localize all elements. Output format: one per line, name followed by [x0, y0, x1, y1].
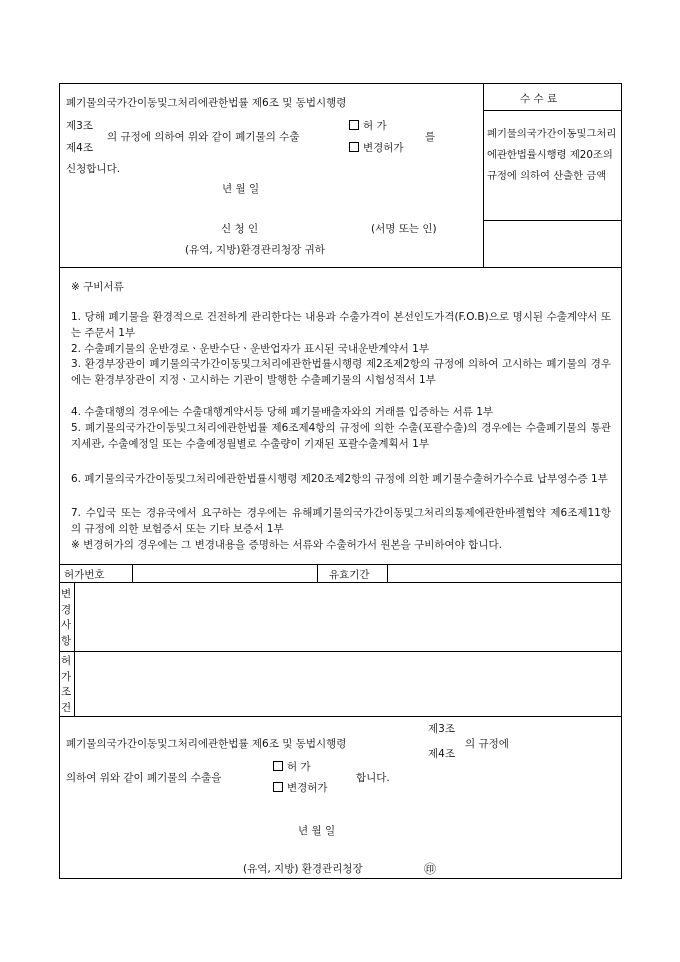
particle-reul: 를	[425, 131, 436, 143]
law-reference: 폐기물의국가간이동및그처리에관한법률 제6조 및 동법시행령	[66, 97, 347, 109]
docs-note: ※ 변경허가의 경우에는 그 변경내용을 증명하는 서류와 수출허가서 원본을 구비하여야 합니다.	[71, 539, 502, 551]
bottom-checkbox-change[interactable]	[273, 782, 283, 792]
checkbox-permit[interactable]	[349, 120, 359, 130]
option-change[interactable]: 변경허가	[349, 140, 404, 155]
docs-title: ※ 구비서류	[71, 281, 124, 293]
bottom-rule: 의 규정에	[465, 738, 509, 750]
doc-item-3: 3. 환경부장관이 폐기물의국가간이동및그처리에관한법률시행령 제2조제2항의 규정에 의하여 고시하는 폐기물의 경우에는 환경부장관이 지정ㆍ고시하는 기관이 발행한 수출폐기물의 시험성적서 1부	[71, 358, 611, 386]
fee-header: 수 수 료	[520, 93, 558, 105]
apply-text: 신청합니다.	[66, 163, 121, 175]
doc-item-4: 4. 수출대행의 경우에는 수출대행계약서등 당해 폐기물배출자와의 거래를 입증하는 서류 1부	[71, 406, 494, 418]
bottom-article-3: 제3조	[428, 723, 455, 735]
change-items-field[interactable]	[78, 584, 618, 649]
bottom-hamnida: 합니다.	[356, 772, 390, 784]
bottom-article-4: 제4조	[428, 748, 455, 760]
bottom-checkbox-permit[interactable]	[273, 761, 283, 771]
change-items-label: 변 경 사 항	[61, 588, 72, 647]
issue-date[interactable]: 년 월 일	[298, 825, 336, 837]
permit-conditions-field[interactable]	[78, 653, 618, 714]
article-3: 제3조	[66, 120, 93, 132]
fee-text: 폐기물의국가간이동및그처리에관한법률시행령 제20조의 규정에 의하여 산출한 금액	[487, 128, 617, 182]
signature-label[interactable]: (서명 또는 인)	[371, 223, 437, 235]
bottom-law-reference: 폐기물의국가간이동및그처리에관한법률 제6조 및 동법시행령	[66, 738, 347, 750]
doc-item-7: 7. 수입국 또는 경유국에서 요구하는 경우에는 유해폐기물의국가간이동및그처리의통제에관한바젤협약 제6조제11항의 규정에 의한 보험증서 또는 기타 보증서 1부	[71, 507, 611, 535]
bottom-option-change[interactable]: 변경허가	[273, 780, 328, 795]
checkbox-change[interactable]	[349, 142, 359, 152]
doc-item-6: 6. 폐기물의국가간이동및그처리에관한법률시행령 제20조제2항의 규정에 의한 폐기물수출허가수수료 납부영수증 1부	[71, 473, 608, 485]
article-4: 제4조	[66, 142, 93, 154]
doc-item-1: 1. 당해 폐기물을 환경적으로 건전하게 관리한다는 내용과 수출가격이 본선인도가격(F.O.B)으로 명시된 수출계약서 또는 주문서 1부	[71, 311, 611, 339]
issuer: (유역, 지방) 환경관리청장	[243, 863, 363, 875]
permit-number-label: 허가번호	[64, 569, 105, 581]
validity-label: 유효기간	[329, 569, 370, 581]
permit-conditions-label: 허 가 조 건	[61, 655, 72, 714]
seal-icon: ㊞	[424, 862, 437, 876]
permit-number-field[interactable]	[137, 565, 313, 581]
bottom-option-permit[interactable]: 허 가	[273, 759, 311, 774]
option-permit[interactable]: 허 가	[349, 118, 387, 133]
doc-item-5: 5. 폐기물의국가간이동및그처리에관한법률 제6조제4항의 규정에 의한 수출(포괄수출)의 경우에는 수출폐기물의 통관지세관, 수출예정일 또는 수출예정월별로 수출량이 기재된 포괄수출계획서 1부	[71, 422, 611, 450]
doc-item-2: 2. 수출폐기물의 운반경로ㆍ운반수단ㆍ운반업자가 표시된 국내운반계약서 1부	[71, 343, 429, 355]
regulation-text: 의 규정에 의하여 위와 같이 폐기물의 수출	[107, 131, 300, 143]
applicant-label: 신 청 인	[221, 223, 259, 235]
application-date[interactable]: 년 월 일	[222, 183, 260, 195]
validity-field[interactable]	[392, 565, 617, 581]
addressee: (유역, 지방)환경관리청장 귀하	[185, 244, 325, 256]
bottom-line-2: 의하여 위와 같이 폐기물의 수출을	[66, 772, 222, 784]
